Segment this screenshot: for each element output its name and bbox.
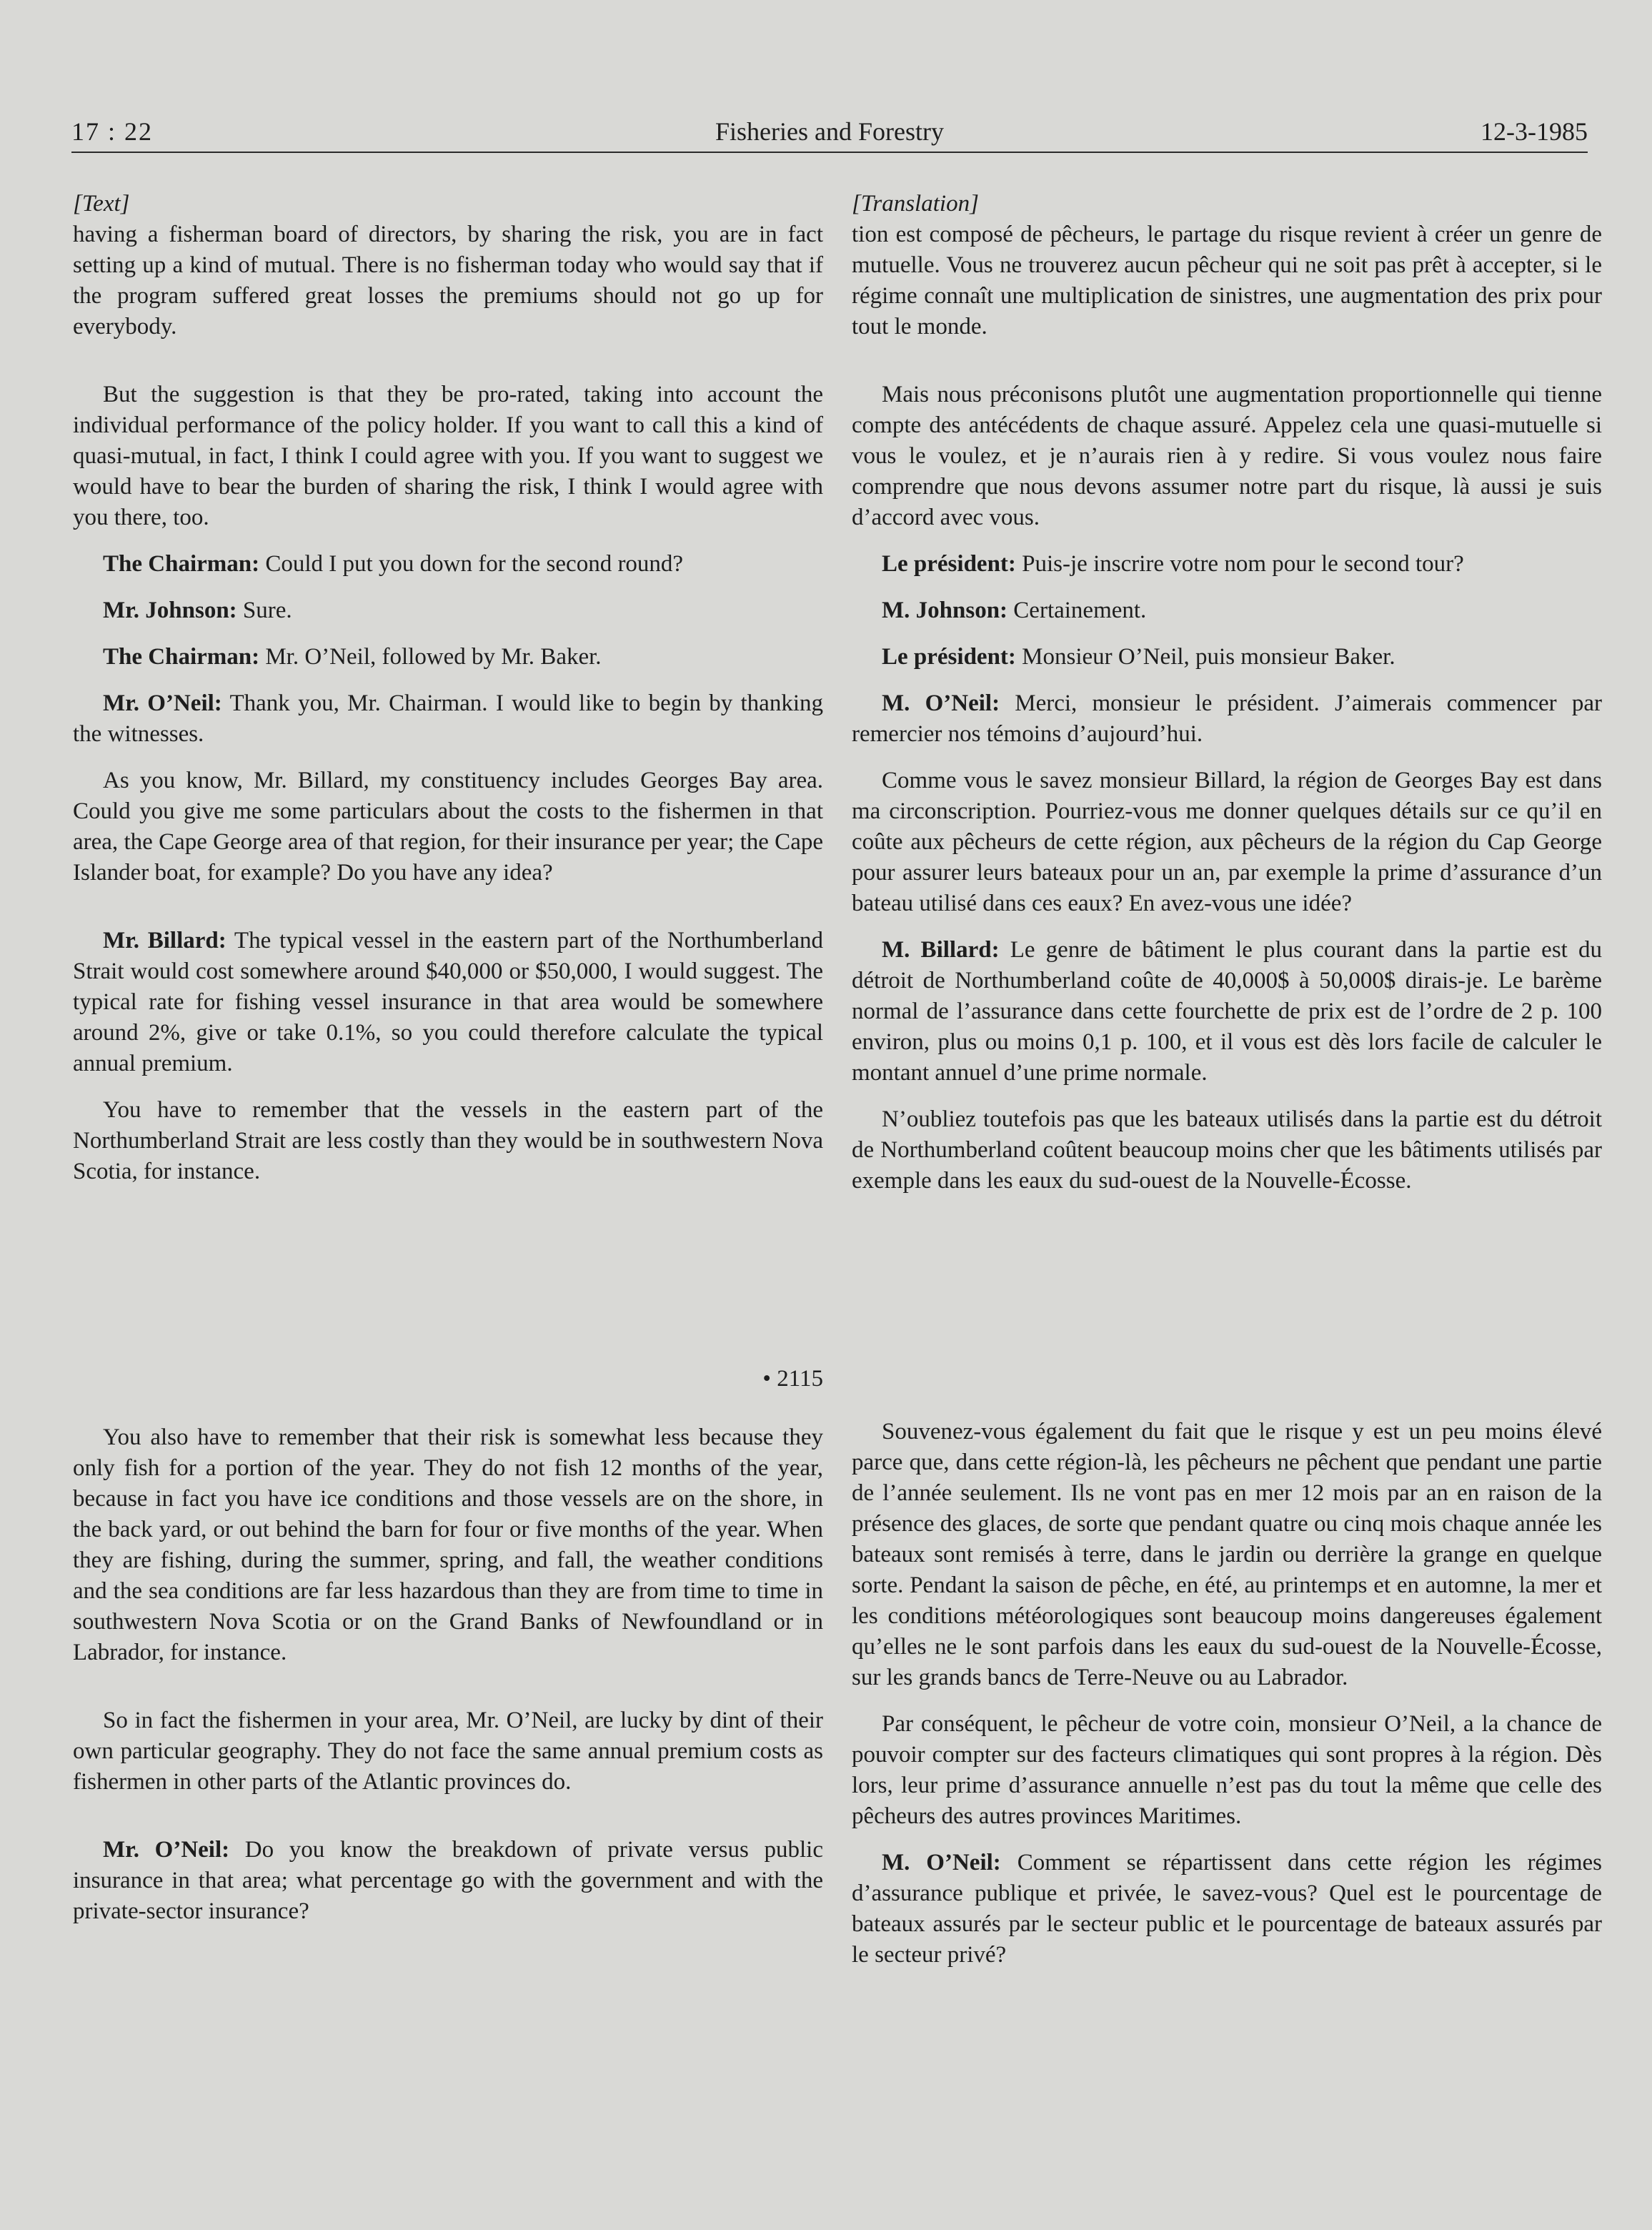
speech-paragraph (852, 1848, 1602, 1971)
paragraph: Par conséquent, le pêcheur de votre coin, monsieur O’Neil, a la chance de pouvoir compter sur des facteurs climatiques qui sont propres à la région. Dès lors, leur prime d’assurance annuelle n’est pas du tout la même que celle des pêcheurs des autres provinces Maritimes. (852, 1711, 1602, 1829)
paragraph: As you know, Mr. Billard, my constituency includes Georges Bay area. Could you give me some particulars about the costs to the fishermen in that area, the Cape George area of that region, for their insurance per year; the Cape Islander boat, for example? Do you have any idea? (73, 768, 823, 886)
time-marker: • 2115 (762, 1366, 823, 1392)
speech-paragraph (852, 935, 1602, 1089)
speaker-name: The Chairman: (103, 551, 260, 577)
french-column (852, 189, 1602, 1212)
speaker-name: M. O’Neil: (882, 1850, 1001, 1875)
speech-paragraph (73, 926, 823, 1079)
speaker-name: Mr. Billard: (103, 928, 227, 953)
running-header (71, 113, 1588, 150)
paragraph: Souvenez-vous également du fait que le risque y est un peu moins élevé parce que, dans cette région-là, les pêcheurs ne pêchent que pendant une partie de l’année seulement. Ils ne vont pas en mer 12 mois par an en raison de la présence des glaces, de sorte que pendant quatre ou cinq mois chaque année les bateaux sont remisés à terre, dans le jardin ou derrière la grange en quelque sorte. Pendant la saison de pêche, en été, au printemps et en automne, la mer et les conditions météorologiques sont beaucoup moins dangereuses également qu’elles ne le sont parfois dans les eaux du sud-ouest de la Nouvelle-Écosse, sur les grands bancs de Terre-Neuve ou au Labrador. (852, 1419, 1602, 1690)
header-title: Fisheries and Forestry (715, 117, 944, 146)
paragraph: having a fisherman board of directors, by sharing the risk, you are in fact setting up a kind of mutual. There is no fisherman today who would say that if the program suffered great losses the premiums should not go up for everybody. (73, 222, 823, 340)
speech-paragraph (73, 549, 823, 580)
speaker-name: M. Billard: (882, 937, 1000, 963)
paragraph: You also have to remember that their risk is somewhat less because they only fish for a portion of the year. They do not fish 12 months of the year, because in fact you have ice conditions and those vessels are on the shore, in the back yard, or out behind the barn for four or five months of the year. When they are fishing, during the summer, spring, and fall, the weather conditions and the sea conditions are far less hazardous than they are from time to time in southwestern Nova Scotia or on the Grand Banks of Newfoundland or in Labrador, for instance. (73, 1424, 823, 1665)
speech-text: Do you know the breakdown of private versus public insurance in that area; what percentage go with the government and with the private-sector insurance? (73, 1837, 823, 1924)
speaker-name: Mr. O’Neil: (103, 1837, 230, 1863)
speech-text: Monsieur O’Neil, puis monsieur Baker. (1015, 644, 1395, 670)
paragraph: You have to remember that the vessels in the eastern part of the Northumberland Strait are less costly than they would be in southwestern Nova Scotia, for instance. (73, 1097, 823, 1184)
speech-text: Comment se répartissent dans cette région les régimes d’assurance publique et privée, le savez-vous? Quel est le pourcentage de bateaux assurés par le secteur public et le pourcentage de bateaux assurés par le secteur privé? (852, 1850, 1602, 1968)
speaker-name: Le président: (882, 551, 1016, 577)
speech-paragraph (852, 595, 1602, 626)
header-rule (71, 152, 1588, 153)
english-column-continued (73, 1422, 823, 1943)
speech-text: The typical vessel in the eastern part of the Northumberland Strait would cost somewhere around $40,000 or $50,000, I would suggest. The typical rate for fishing vessel insurance in that area would be somewhere around 2%, give or take 0.1%, so you could therefore calculate the typical annual premium. (73, 928, 823, 1076)
speech-text: Thank you, Mr. Chairman. I would like to begin by thanking the witnesses. (73, 690, 824, 747)
speech-paragraph (852, 642, 1602, 673)
speaker-name: The Chairman: (103, 644, 260, 670)
paragraph: But the suggestion is that they be pro-rated, taking into account the individual performance of the policy holder. If you want to call this a kind of quasi-mutual, in fact, I think I could agree with you. If you want to suggest we would have to bear the burden of sharing the risk, I think I would agree with you there, too. (73, 382, 823, 530)
speech-text: Mr. O’Neil, followed by Mr. Baker. (259, 644, 602, 670)
paragraph: Comme vous le savez monsieur Billard, la région de Georges Bay est dans ma circonscription. Pourriez-vous me donner quelques détails sur ce qu’il en coûte aux pêcheurs de cette région, aux pêcheurs de la région du Cap George pour assurer leurs bateaux pour un an, par exemple la prime d’assurance d’un bateau utilisé dans ces eaux? En avez-vous une idée? (852, 768, 1602, 916)
speech-paragraph (73, 595, 823, 626)
speaker-name: Mr. O’Neil: (103, 690, 222, 716)
speaker-name: Le président: (882, 644, 1016, 670)
french-column-continued (852, 1417, 1602, 1986)
speech-text: Puis-je inscrire votre nom pour le second tour? (1015, 551, 1464, 577)
speech-text: Could I put you down for the second round? (259, 551, 684, 577)
speech-paragraph (73, 1835, 823, 1927)
column-label: [Translation] (852, 191, 979, 217)
speaker-name: M. Johnson: (882, 598, 1008, 623)
speech-text: Merci, monsieur le président. J’aimerais commencer par remercier nos témoins d’aujourd’hui. (852, 690, 1603, 747)
paragraph: tion est composé de pêcheurs, le partage du risque revient à créer un genre de mutuelle. Vous ne trouverez aucun pêcheur qui ne soit pas prêt à accepter, si le régime connaît une multiplication de sinistres, une augmentation des prix pour tout le monde. (852, 222, 1602, 340)
speaker-name: M. O’Neil: (882, 690, 1000, 716)
speech-text: Certainement. (1007, 598, 1147, 623)
speech-text: Sure. (237, 598, 292, 623)
header-date: 12-3-1985 (1481, 117, 1588, 146)
speech-paragraph (73, 688, 823, 750)
speech-text: Le genre de bâtiment le plus courant dans la partie est du détroit de Northumberland coûte de 40,000$ à 50,000$ dirais-je. Le barème normal de l’assurance dans cette fourchette de prix est de l’ordre de 2 p. 100 environ, plus ou moins 0,1 p. 100, et il vous est dès lors facile de calculer le montant annuel d’une prime normale. (852, 937, 1602, 1086)
column-label: [Text] (73, 191, 130, 217)
english-column (73, 189, 823, 1203)
page-number: 17 : 22 (71, 117, 154, 146)
paragraph: Mais nous préconisons plutôt une augmentation proportionnelle qui tienne compte des antécédents de chaque assuré. Appelez cela une quasi-mutuelle si vous le voulez, et je n’aurais rien à y redire. Si vous voulez nous faire comprendre que nous devons assumer notre part du risque, là aussi je suis d’accord avec vous. (852, 382, 1602, 530)
speech-paragraph (73, 642, 823, 673)
speech-paragraph (852, 549, 1602, 580)
paragraph: So in fact the fishermen in your area, Mr. O’Neil, are lucky by dint of their own particular geography. They do not face the same annual premium costs as fishermen in other parts of the Atlantic provinces do. (73, 1708, 823, 1795)
speech-paragraph (852, 688, 1602, 750)
paragraph: N’oubliez toutefois pas que les bateaux utilisés dans la partie est du détroit de Northumberland coûtent beaucoup moins cher que les bâtiments utilisés par exemple dans les eaux du sud-ouest de la Nouvelle-Écosse. (852, 1106, 1602, 1194)
speaker-name: Mr. Johnson: (103, 598, 237, 623)
